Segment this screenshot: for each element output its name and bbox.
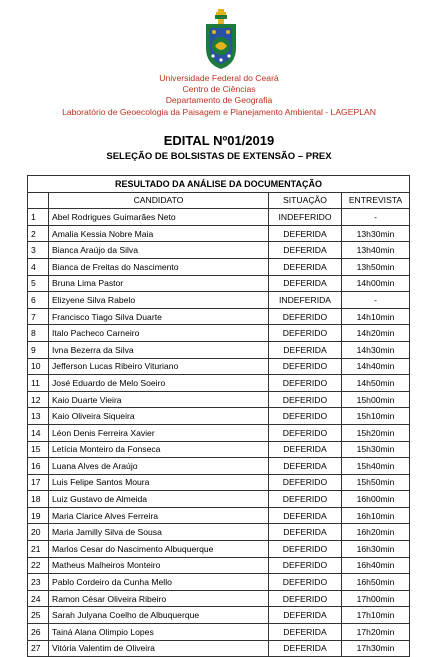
row-status: DEFERIDA — [269, 441, 342, 458]
row-number: 14 — [28, 424, 49, 441]
row-number: 27 — [28, 640, 49, 657]
row-candidate-name: Léon Denis Ferreira Xavier — [49, 424, 269, 441]
page-subtitle: SELEÇÃO DE BOLSISTAS DE EXTENSÃO – PREX — [106, 151, 332, 162]
row-candidate-name: José Eduardo de Melo Soeiro — [49, 375, 269, 392]
table-row — [28, 225, 410, 242]
row-interview-time: 14h30min — [342, 341, 410, 358]
row-status: DEFERIDO — [269, 574, 342, 591]
section-title: RESULTADO DA ANÁLISE DA DOCUMENTAÇÃO — [28, 176, 410, 193]
row-interview-time: 14h10min — [342, 308, 410, 325]
row-interview-time: 15h00min — [342, 391, 410, 408]
row-interview-time: - — [342, 209, 410, 226]
row-candidate-name: Kaio Oliveira Siqueira — [49, 408, 269, 425]
row-number: 12 — [28, 391, 49, 408]
row-interview-time: 17h30min — [342, 640, 410, 657]
row-number: 4 — [28, 258, 49, 275]
row-status: DEFERIDO — [269, 557, 342, 574]
row-candidate-name: Kaio Duarte Vieira — [49, 391, 269, 408]
row-interview-time: 13h40min — [342, 242, 410, 259]
row-number: 16 — [28, 458, 49, 475]
row-candidate-name: Francisco Tiago Silva Duarte — [49, 308, 269, 325]
row-status: DEFERIDA — [269, 275, 342, 292]
row-candidate-name: Luiz Gustavo de Almeida — [49, 491, 269, 508]
row-status: DEFERIDA — [269, 507, 342, 524]
row-number: 10 — [28, 358, 49, 375]
header-departamento: Departamento de Geografia — [165, 95, 273, 105]
row-interview-time: 15h20min — [342, 424, 410, 441]
table-row — [28, 424, 410, 441]
table-row — [28, 358, 410, 375]
table-row — [28, 292, 410, 309]
row-interview-time: 16h00min — [342, 491, 410, 508]
row-interview-time: 15h30min — [342, 441, 410, 458]
row-interview-time: 13h30min — [342, 225, 410, 242]
header-laboratorio: Laboratório de Geoecologia da Paisagem e Planejamento Ambiental - LAGEPLAN — [62, 107, 376, 117]
table-row — [28, 458, 410, 475]
row-candidate-name: Amalia Kessia Nobre Maia — [49, 225, 269, 242]
row-status: DEFERIDA — [269, 640, 342, 657]
col-num-header — [28, 192, 49, 209]
row-number: 23 — [28, 574, 49, 591]
row-candidate-name: Bianca de Freitas do Nascimento — [49, 258, 269, 275]
table-column-headers — [28, 192, 410, 209]
row-number: 21 — [28, 541, 49, 558]
table-row — [28, 474, 410, 491]
row-number: 9 — [28, 341, 49, 358]
row-status: DEFERIDA — [269, 258, 342, 275]
table-row — [28, 375, 410, 392]
row-interview-time: 17h00min — [342, 590, 410, 607]
row-candidate-name: Luis Felipe Santos Moura — [49, 474, 269, 491]
col-candidato-header: CANDIDATO — [49, 192, 269, 209]
row-status: DEFERIDO — [269, 391, 342, 408]
row-number: 20 — [28, 524, 49, 541]
row-number: 2 — [28, 225, 49, 242]
row-status: DEFERIDO — [269, 590, 342, 607]
table-row — [28, 258, 410, 275]
table-row — [28, 607, 410, 624]
table-row — [28, 541, 410, 558]
row-candidate-name: Bruna Lima Pastor — [49, 275, 269, 292]
row-number: 25 — [28, 607, 49, 624]
table-row — [28, 242, 410, 259]
row-interview-time: 16h20min — [342, 524, 410, 541]
row-candidate-name: Marlos Cesar do Nascimento Albuquerque — [49, 541, 269, 558]
row-number: 26 — [28, 624, 49, 641]
row-status: DEFERIDA — [269, 341, 342, 358]
table-row — [28, 441, 410, 458]
row-interview-time: 16h30min — [342, 541, 410, 558]
header-centro: Centro de Ciências — [182, 84, 256, 94]
table-row — [28, 275, 410, 292]
row-status: DEFERIDO — [269, 408, 342, 425]
row-interview-time: 14h00min — [342, 275, 410, 292]
table-row — [28, 308, 410, 325]
table-row — [28, 507, 410, 524]
row-number: 18 — [28, 491, 49, 508]
table-row — [28, 557, 410, 574]
row-number: 15 — [28, 441, 49, 458]
row-interview-time: 15h10min — [342, 408, 410, 425]
row-interview-time: 17h20min — [342, 624, 410, 641]
row-status: INDEFERIDA — [269, 292, 342, 309]
row-status: DEFERIDO — [269, 358, 342, 375]
row-interview-time: 15h40min — [342, 458, 410, 475]
row-number: 8 — [28, 325, 49, 342]
row-status: DEFERIDO — [269, 308, 342, 325]
table-row — [28, 491, 410, 508]
row-number: 24 — [28, 590, 49, 607]
row-number: 5 — [28, 275, 49, 292]
page-title: EDITAL Nº01/2019 — [163, 133, 275, 148]
row-interview-time: 15h50min — [342, 474, 410, 491]
row-status: DEFERIDO — [269, 424, 342, 441]
row-candidate-name: Letícia Monteiro da Fonseca — [49, 441, 269, 458]
row-status: DEFERIDA — [269, 242, 342, 259]
row-candidate-name: Abel Rodrigues Guimarães Neto — [49, 209, 269, 226]
row-number: 19 — [28, 507, 49, 524]
table-section-header — [28, 176, 410, 193]
row-candidate-name: Sarah Julyana Coelho de Albuquerque — [49, 607, 269, 624]
table-row — [28, 590, 410, 607]
row-number: 17 — [28, 474, 49, 491]
row-interview-time: - — [342, 292, 410, 309]
table-row — [28, 640, 410, 657]
row-number: 13 — [28, 408, 49, 425]
table-row — [28, 391, 410, 408]
row-candidate-name: Elizyene Silva Rabelo — [49, 292, 269, 309]
results-table — [27, 175, 410, 657]
row-candidate-name: Bianca Araújo da Silva — [49, 242, 269, 259]
row-candidate-name: Luana Alves de Araújo — [49, 458, 269, 475]
row-status: DEFERIDO — [269, 491, 342, 508]
row-number: 3 — [28, 242, 49, 259]
university-crest-logo — [204, 8, 238, 70]
row-status: DEFERIDA — [269, 225, 342, 242]
table-row — [28, 524, 410, 541]
table-row — [28, 574, 410, 591]
row-candidate-name: Pablo Cordeiro da Cunha Mello — [49, 574, 269, 591]
col-situacao-header: SITUAÇÃO — [269, 192, 342, 209]
row-number: 22 — [28, 557, 49, 574]
table-row — [28, 209, 410, 226]
table-row — [28, 624, 410, 641]
row-interview-time: 14h40min — [342, 358, 410, 375]
row-status: DEFERIDO — [269, 375, 342, 392]
row-candidate-name: Ivna Bezerra da Silva — [49, 341, 269, 358]
row-number: 11 — [28, 375, 49, 392]
row-candidate-name: Italo Pacheco Carneiro — [49, 325, 269, 342]
row-candidate-name: Matheus Malheiros Monteiro — [49, 557, 269, 574]
row-status: DEFERIDO — [269, 325, 342, 342]
row-interview-time: 13h50min — [342, 258, 410, 275]
row-interview-time: 16h40min — [342, 557, 410, 574]
table-row — [28, 341, 410, 358]
row-number: 7 — [28, 308, 49, 325]
col-entrevista-header: ENTREVISTA — [342, 192, 410, 209]
row-candidate-name: Tainá Alana Olimpio Lopes — [49, 624, 269, 641]
row-interview-time: 16h10min — [342, 507, 410, 524]
row-status: DEFERIDA — [269, 458, 342, 475]
row-candidate-name: Maria Jamilly Silva de Sousa — [49, 524, 269, 541]
table-row — [28, 325, 410, 342]
row-status: INDEFERIDO — [269, 209, 342, 226]
row-status: DEFERIDA — [269, 607, 342, 624]
row-number: 1 — [28, 209, 49, 226]
row-number: 6 — [28, 292, 49, 309]
row-interview-time: 14h20min — [342, 325, 410, 342]
header-university: Universidade Federal do Ceará — [159, 73, 279, 83]
row-candidate-name: Jefferson Lucas Ribeiro Vituriano — [49, 358, 269, 375]
row-candidate-name: Vitória Valentim de Oliveira — [49, 640, 269, 657]
table-row — [28, 408, 410, 425]
row-status: DEFERIDO — [269, 541, 342, 558]
row-interview-time: 17h10min — [342, 607, 410, 624]
row-candidate-name: Ramon César Oliveira Ribeiro — [49, 590, 269, 607]
row-status: DEFERIDA — [269, 624, 342, 641]
row-status: DEFERIDA — [269, 524, 342, 541]
row-interview-time: 16h50min — [342, 574, 410, 591]
row-status: DEFERIDO — [269, 474, 342, 491]
row-interview-time: 14h50min — [342, 375, 410, 392]
row-candidate-name: Maria Clarice Alves Ferreira — [49, 507, 269, 524]
